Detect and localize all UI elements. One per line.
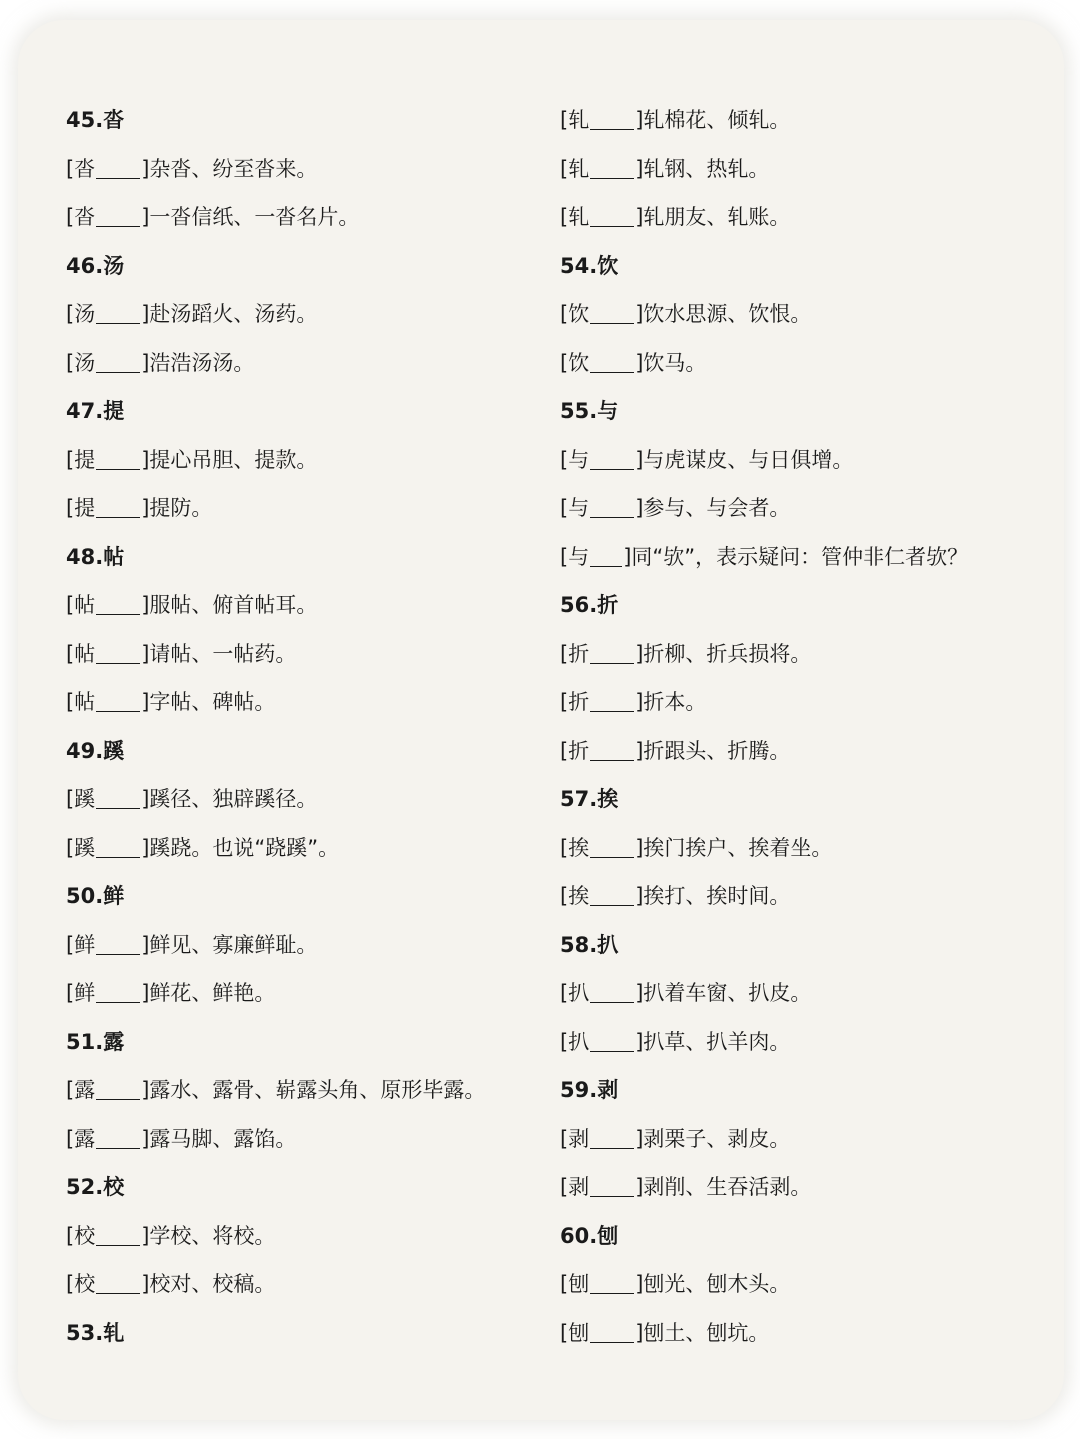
pronunciation-entry [560,484,790,533]
bracket-close: ] [141,350,150,375]
pronunciation-entry [66,484,212,533]
entry-examples: 轧朋友、轧账。 [643,205,791,229]
bracket-close: ] [635,1175,644,1199]
entry-examples: 刨光、刨木头。 [643,1272,791,1296]
entry-examples: 鲜花、鲜艳。 [149,981,276,1005]
pronunciation-entry [560,824,832,873]
bracket-open: [ [66,302,75,326]
bracket-open: [ [560,690,569,714]
pronunciation-entry [66,1066,485,1115]
pinyin-blank[interactable] [590,303,634,324]
pronunciation-entry [560,533,968,582]
entry-examples: 折本。 [643,690,707,714]
bracket-close: ] [141,835,150,860]
entry-character: 露 [74,1078,96,1102]
bracket-open: [ [560,350,569,375]
entry-examples: 刨土、刨坑。 [643,1320,770,1345]
entry-character: 沓 [74,205,96,229]
pronunciation-entry [560,1018,790,1067]
pinyin-blank[interactable] [96,691,140,712]
pinyin-blank[interactable] [96,1273,140,1294]
pinyin-blank[interactable] [590,497,634,518]
pinyin-blank[interactable] [590,740,634,761]
bracket-open: [ [66,787,75,811]
entry-examples: 杂沓、纷至沓来。 [149,156,318,181]
entry-character: 帖 [74,593,96,617]
section-heading: 55.与 [560,399,619,423]
entry-character: 帖 [74,690,96,714]
bracket-open: [ [560,447,569,472]
pronunciation-entry [66,921,317,970]
entry-examples: 剥削、生吞活剥。 [643,1175,812,1199]
pronunciation-entry [560,1115,790,1164]
bracket-open: [ [560,544,569,569]
entry-character: 汤 [74,350,96,375]
section-heading: 50.鲜 [66,884,125,908]
bracket-close: ] [635,1272,644,1296]
entry-character: 校 [74,1223,96,1248]
entry-examples: 服帖、俯首帖耳。 [149,593,318,617]
entry-examples: 折柳、折兵损将。 [643,641,812,666]
bracket-close: ] [141,641,150,666]
pronunciation-entry [560,969,811,1018]
entry-character: 与 [568,447,590,472]
pinyin-blank[interactable] [96,982,140,1003]
section-heading: 56.折 [560,593,619,617]
entry-character: 饮 [568,350,590,375]
bracket-open: [ [66,205,75,229]
bracket-close: ] [141,156,150,181]
pinyin-blank[interactable] [96,449,140,470]
entry-character: 校 [74,1272,96,1296]
entry-character: 折 [568,738,590,763]
bracket-open: [ [560,108,569,132]
bracket-close: ] [141,1223,150,1248]
entry-character: 挨 [568,835,590,860]
entry-examples: 学校、将校。 [149,1223,276,1248]
entry-examples: 请帖、一帖药。 [149,641,297,666]
bracket-close: ] [623,544,632,569]
bracket-close: ] [635,641,644,666]
bracket-close: ] [141,496,150,520]
entry-examples: 赴汤蹈火、汤药。 [149,302,318,326]
pronunciation-entry [66,1260,275,1309]
entry-examples: 剥栗子、剥皮。 [643,1126,791,1151]
bracket-close: ] [635,1126,644,1151]
bracket-close: ] [141,932,150,957]
section-heading: 53.轧 [66,1320,125,1345]
section-heading: 47.提 [66,399,125,423]
bracket-open: [ [66,690,75,714]
pronunciation-entry [560,193,790,242]
pronunciation-entry [560,872,790,921]
bracket-close: ] [141,302,150,326]
bracket-close: ] [635,835,644,860]
bracket-open: [ [560,835,569,860]
bracket-close: ] [635,447,644,472]
entry-examples: 挨打、挨时间。 [643,884,791,908]
bracket-close: ] [635,1320,644,1345]
bracket-open: [ [66,1126,75,1151]
bracket-close: ] [635,205,644,229]
bracket-close: ] [141,1078,150,1102]
entry-examples: 提心吊胆、提款。 [149,447,318,472]
bracket-close: ] [635,884,644,908]
pronunciation-entry [66,436,317,485]
entry-character: 剥 [568,1175,590,1199]
entry-examples: 浩浩汤汤。 [149,350,255,375]
section-heading: 48.帖 [66,544,125,569]
bracket-close: ] [141,593,150,617]
section-heading: 57.挨 [560,787,619,811]
pronunciation-entry [66,339,254,388]
bracket-close: ] [141,981,150,1005]
entry-examples: 提防。 [149,496,213,520]
entry-examples: 折跟头、折腾。 [643,738,791,763]
entry-character: 挨 [568,884,590,908]
entry-character: 帖 [74,641,96,666]
bracket-open: [ [560,1320,569,1345]
bracket-open: [ [66,835,75,860]
pinyin-blank[interactable] [590,837,634,858]
pinyin-blank[interactable] [590,352,634,373]
pinyin-blank[interactable] [590,1322,634,1343]
entry-character: 饮 [568,302,590,326]
pinyin-blank[interactable] [590,643,634,664]
entry-character: 轧 [568,205,590,229]
bracket-close: ] [635,1029,644,1054]
pinyin-blank[interactable] [590,109,634,130]
bracket-close: ] [635,302,644,326]
pinyin-blank[interactable] [590,1031,634,1052]
pronunciation-entry [66,1212,275,1261]
entry-examples: 一沓信纸、一沓名片。 [149,205,360,229]
bracket-close: ] [141,787,150,811]
pronunciation-entry [560,1260,790,1309]
pinyin-blank[interactable] [590,449,634,470]
pinyin-blank[interactable] [96,303,140,324]
bracket-open: [ [560,1029,569,1054]
pronunciation-entry [560,678,706,727]
pinyin-blank[interactable] [96,934,140,955]
section-heading: 51.露 [66,1029,125,1054]
pronunciation-entry [560,1309,769,1358]
section-heading: 58.扒 [560,932,619,957]
section-heading: 52.校 [66,1175,125,1199]
section-heading: 49.蹊 [66,738,125,763]
entry-character: 鲜 [74,932,96,957]
entry-examples: 饮马。 [643,350,707,375]
bracket-close: ] [141,205,150,229]
pronunciation-entry [560,145,769,194]
entry-character: 轧 [568,108,590,132]
entry-character: 鲜 [74,981,96,1005]
bracket-close: ] [141,690,150,714]
pinyin-blank[interactable] [96,643,140,664]
section-heading: 45.沓 [66,108,125,132]
bracket-open: [ [560,156,569,181]
bracket-open: [ [560,1126,569,1151]
bracket-open: [ [560,981,569,1005]
entry-character: 蹊 [74,835,96,860]
bracket-open: [ [66,981,75,1005]
entry-character: 与 [568,496,590,520]
entry-character: 扒 [568,1029,590,1054]
pronunciation-entry [560,339,706,388]
pronunciation-entry [66,1115,296,1164]
pinyin-blank[interactable] [590,1128,634,1149]
pronunciation-entry [560,1163,811,1212]
bracket-close: ] [635,981,644,1005]
bracket-open: [ [560,884,569,908]
pinyin-blank[interactable] [96,1225,140,1246]
section-heading: 60.刨 [560,1223,619,1248]
bracket-open: [ [560,302,569,326]
entry-character: 刨 [568,1272,590,1296]
bracket-open: [ [66,932,75,957]
pronunciation-entry [560,290,811,339]
bracket-close: ] [141,1126,150,1151]
entry-character: 汤 [74,302,96,326]
bracket-open: [ [66,641,75,666]
pinyin-blank[interactable] [590,546,622,567]
entry-character: 提 [74,496,96,520]
pinyin-blank[interactable] [96,352,140,373]
pinyin-blank[interactable] [590,691,634,712]
bracket-close: ] [635,108,644,132]
entry-character: 折 [568,641,590,666]
entry-character: 沓 [74,156,96,181]
pinyin-blank[interactable] [96,837,140,858]
bracket-close: ] [635,690,644,714]
pronunciation-entry [66,581,317,630]
bracket-close: ] [635,738,644,763]
entry-examples: 参与、与会者。 [643,496,791,520]
entry-character: 折 [568,690,590,714]
bracket-open: [ [66,593,75,617]
pinyin-blank[interactable] [96,594,140,615]
pronunciation-entry [560,96,790,145]
pinyin-blank[interactable] [590,982,634,1003]
section-heading: 59.剥 [560,1078,619,1102]
pronunciation-entry [66,969,275,1018]
entry-character: 刨 [568,1320,590,1345]
pinyin-blank[interactable] [590,885,634,906]
pinyin-blank[interactable] [96,1079,140,1100]
bracket-open: [ [66,1272,75,1296]
entry-examples: 露马脚、露馅。 [149,1126,297,1151]
entry-character: 扒 [568,981,590,1005]
bracket-close: ] [635,350,644,375]
entry-examples: 蹊径、独辟蹊径。 [149,787,318,811]
pinyin-blank[interactable] [96,497,140,518]
bracket-open: [ [560,738,569,763]
bracket-open: [ [560,641,569,666]
entry-examples: 与虎谋皮、与日俱增。 [643,447,854,472]
bracket-open: [ [66,1223,75,1248]
pinyin-blank[interactable] [96,206,140,227]
entry-examples: 挨门挨户、挨着坐。 [643,835,833,860]
pinyin-blank[interactable] [590,206,634,227]
pronunciation-entry [66,290,317,339]
bracket-open: [ [560,1175,569,1199]
pronunciation-entry [560,727,790,776]
bracket-open: [ [66,447,75,472]
entry-character: 与 [568,544,590,569]
entry-examples: 扒草、扒羊肉。 [643,1029,791,1054]
pronunciation-entry [66,193,359,242]
bracket-open: [ [66,350,75,375]
entry-examples: 鲜见、寡廉鲜耻。 [149,932,318,957]
section-heading: 54.饮 [560,253,619,278]
entry-character: 提 [74,447,96,472]
entry-examples: 同“欤”，表示疑问：管仲非仁者欤？ [631,544,969,569]
bracket-open: [ [560,496,569,520]
entry-examples: 字帖、碑帖。 [149,690,276,714]
bracket-open: [ [66,156,75,181]
bracket-open: [ [560,205,569,229]
bracket-close: ] [141,447,150,472]
bracket-close: ] [141,1272,150,1296]
pinyin-blank[interactable] [590,1176,634,1197]
pinyin-blank[interactable] [590,1273,634,1294]
pronunciation-entry [66,630,296,679]
entry-character: 蹊 [74,787,96,811]
entry-examples: 露水、露骨、崭露头角、原形毕露。 [149,1078,486,1102]
bracket-open: [ [560,1272,569,1296]
pronunciation-entry [66,678,275,727]
section-heading: 46.汤 [66,253,125,278]
bracket-open: [ [66,1078,75,1102]
entry-examples: 轧棉花、倾轧。 [643,108,791,132]
pronunciation-entry [66,145,317,194]
pronunciation-entry [66,775,317,824]
pinyin-blank[interactable] [96,1128,140,1149]
entry-character: 露 [74,1126,96,1151]
entry-examples: 饮水思源、饮恨。 [643,302,812,326]
entry-examples: 蹊跷。也说“跷蹊”。 [149,835,340,860]
pinyin-blank[interactable] [96,158,140,179]
entry-examples: 轧钢、热轧。 [643,156,770,181]
pronunciation-entry [66,824,339,873]
bracket-close: ] [635,156,644,181]
entry-character: 剥 [568,1126,590,1151]
pinyin-blank[interactable] [96,788,140,809]
bracket-open: [ [66,496,75,520]
entry-examples: 校对、校稿。 [149,1272,276,1296]
pinyin-blank[interactable] [590,158,634,179]
pronunciation-entry [560,436,853,485]
entry-character: 轧 [568,156,590,181]
pronunciation-entry [560,630,811,679]
entry-examples: 扒着车窗、扒皮。 [643,981,812,1005]
bracket-close: ] [635,496,644,520]
